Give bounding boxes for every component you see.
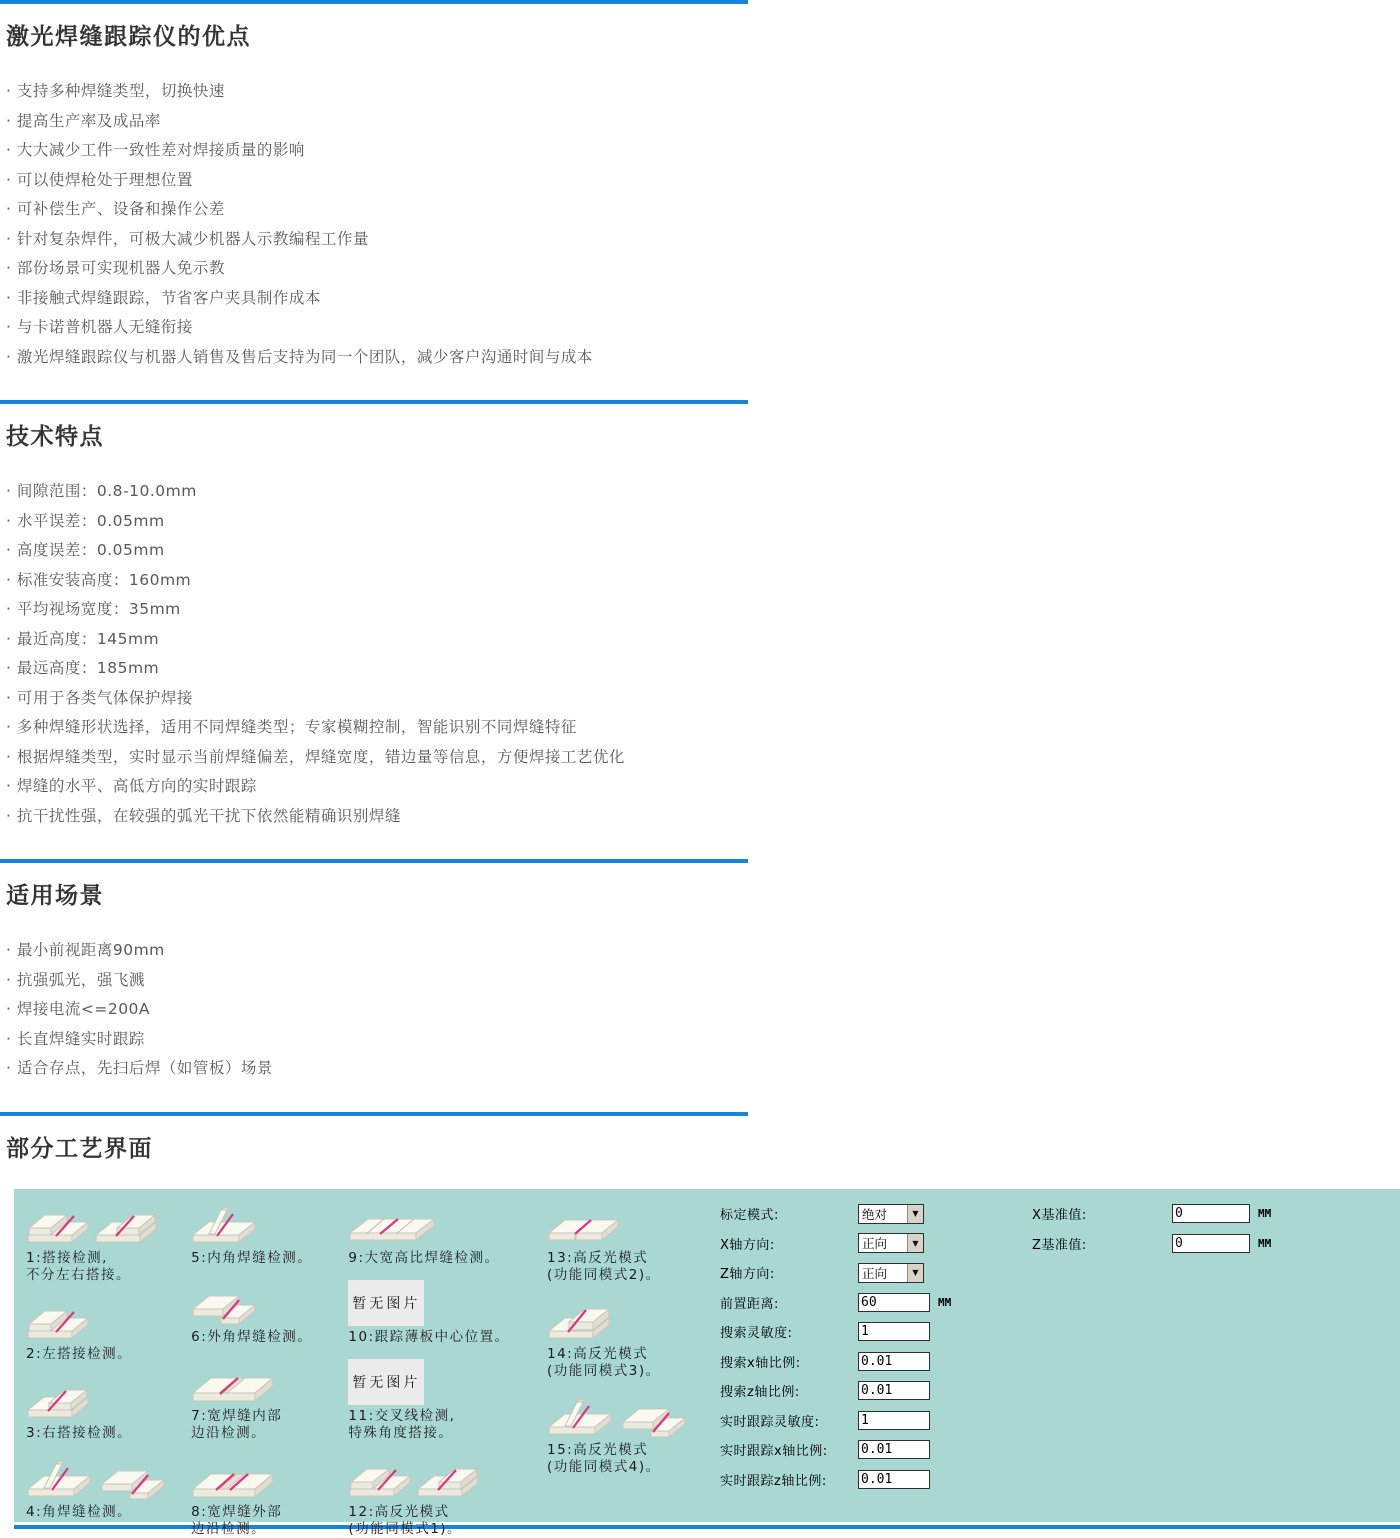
weld-mode-item	[348, 1278, 547, 1346]
z-axis-direction-select[interactable]	[858, 1263, 924, 1283]
section-divider	[0, 859, 748, 863]
weld-mode-label: 8:宽焊缝外部 边沿检测。	[191, 1503, 283, 1537]
section-scenarios	[0, 877, 1400, 1084]
no-image-placeholder	[348, 1357, 547, 1405]
weld-mode-label: 5:内角焊缝检测。	[191, 1249, 313, 1266]
x-reference-row	[1032, 1204, 1271, 1224]
section-title: 部分工艺界面	[6, 1135, 153, 1162]
feature-item: · 焊缝的水平、高低方向的实时跟踪	[6, 772, 1400, 802]
feature-item: · 长直焊缝实时跟踪	[6, 1025, 1400, 1055]
lead-distance-row	[720, 1292, 1032, 1312]
calibration-mode-label: 标定模式:	[720, 1208, 779, 1223]
fillet-pair-icon	[26, 1453, 191, 1501]
weld-mode-item	[547, 1391, 720, 1476]
no-image-placeholder: 暂无图片	[348, 1359, 424, 1405]
feature-item: · 根据焊缝类型，实时显示当前焊缝偏差，焊缝宽度，错边量等信息，方便焊接工艺优化	[6, 743, 1400, 773]
no-image-placeholder	[348, 1278, 547, 1326]
x-axis-direction-select[interactable]	[858, 1233, 924, 1253]
weld-mode-item	[191, 1453, 348, 1538]
realtime-z-ratio-label: 实时跟踪z轴比例:	[720, 1473, 827, 1489]
lap-pair-icon	[348, 1453, 547, 1501]
feature-item: · 可用于各类气体保护焊接	[6, 684, 1400, 714]
tee-joint-icon	[191, 1199, 348, 1247]
weld-mode-column	[191, 1199, 348, 1537]
realtime-x-ratio-row	[720, 1440, 1032, 1460]
feature-item: · 可补偿生产、设备和操作公差	[6, 195, 1400, 225]
feature-item: · 提高生产率及成品率	[6, 107, 1400, 137]
section-title: 激光焊缝跟踪仪的优点	[6, 24, 251, 50]
search-x-ratio-row	[720, 1351, 1032, 1371]
wide-ratio-seam-icon	[348, 1199, 547, 1247]
weld-mode-label: 15:高反光模式 (功能同模式4)。	[546, 1441, 661, 1475]
feature-item: · 针对复杂焊件，可极大减少机器人示教编程工作量	[6, 225, 1400, 255]
search-z-ratio-input[interactable]	[858, 1381, 930, 1400]
scenarios-list	[6, 936, 1400, 1084]
feature-item: · 适合存点，先扫后焊（如管板）场景	[6, 1054, 1400, 1084]
realtime-x-ratio-label: 实时跟踪x轴比例:	[720, 1444, 828, 1459]
feature-item: · 高度误差：0.05mm	[6, 536, 1400, 566]
chevron-down-icon[interactable]: ▼	[907, 1234, 923, 1252]
weld-mode-item	[26, 1199, 191, 1284]
feature-item: · 最远高度：185mm	[6, 654, 1400, 684]
process-ui-panel	[14, 1189, 1400, 1537]
weld-mode-item	[26, 1453, 191, 1521]
weld-mode-label: 12:高反光模式 (功能同模式1)。	[348, 1503, 463, 1537]
weld-mode-label: 6:外角焊缝检测。	[191, 1328, 313, 1345]
weld-mode-column	[26, 1199, 191, 1522]
lead-distance-input[interactable]	[858, 1293, 930, 1312]
calibration-mode-select[interactable]	[858, 1204, 924, 1224]
calibration-mode-row	[720, 1204, 1032, 1224]
unit-label: MM	[938, 1295, 952, 1309]
process-params-main	[720, 1204, 1032, 1522]
z-axis-direction-label: Z轴方向:	[720, 1267, 775, 1282]
lap-right-raised-icon	[547, 1295, 720, 1343]
feature-item: · 非接触式焊缝跟踪，节省客户夹具制作成本	[6, 284, 1400, 314]
process-params-reference	[1032, 1204, 1271, 1522]
chevron-down-icon[interactable]: ▼	[907, 1205, 923, 1223]
unit-label: MM	[1258, 1236, 1272, 1250]
weld-mode-item	[348, 1357, 547, 1442]
x-reference-label: X基准值:	[1032, 1208, 1087, 1223]
feature-item: · 平均视场宽度：35mm	[6, 595, 1400, 625]
section-process-ui	[0, 1130, 1400, 1163]
z-reference-row	[1032, 1233, 1271, 1253]
lap-left-icon	[26, 1295, 191, 1343]
z-reference-input[interactable]	[1172, 1234, 1250, 1253]
search-sensitivity-input[interactable]	[858, 1322, 930, 1341]
weld-mode-item	[547, 1199, 720, 1284]
feature-item: · 可以使焊枪处于理想位置	[6, 166, 1400, 196]
feature-item: · 激光焊缝跟踪仪与机器人销售及售后支持为同一个团队，减少客户沟通时间与成本	[6, 343, 1400, 373]
lap-pair-icon	[26, 1199, 191, 1247]
weld-mode-label: 1:搭接检测, 不分左右搭接。	[26, 1249, 131, 1283]
feature-item: · 多种焊缝形状选择，适用不同焊缝类型；专家模糊控制，智能识别不同焊缝特征	[6, 713, 1400, 743]
section-tech-features	[0, 418, 1400, 831]
section-divider	[0, 400, 748, 404]
weld-mode-label: 11:交叉线检测, 特殊角度搭接。	[348, 1407, 456, 1441]
weld-mode-label: 13:高反光模式 (功能同模式2)。	[546, 1249, 661, 1283]
weld-mode-item	[191, 1278, 348, 1346]
search-x-ratio-input[interactable]	[858, 1352, 930, 1371]
realtime-z-ratio-input[interactable]	[858, 1470, 930, 1489]
feature-item: · 与卡诺普机器人无缝衔接	[6, 313, 1400, 343]
tee-corner-pair-icon	[547, 1391, 720, 1439]
wide-seam-inner-icon	[191, 1357, 348, 1405]
weld-mode-label: 4:角焊缝检测。	[26, 1503, 133, 1520]
weld-mode-label: 9:大宽高比焊缝检测。	[348, 1249, 500, 1266]
weld-mode-item	[191, 1199, 348, 1267]
no-image-placeholder: 暂无图片	[348, 1280, 424, 1326]
feature-item: · 标准安装高度：160mm	[6, 566, 1400, 596]
feature-item: · 部份场景可实现机器人免示教	[6, 254, 1400, 284]
lap-right-icon	[26, 1374, 191, 1422]
feature-item: · 最小前视距离90mm	[6, 936, 1400, 966]
weld-mode-column	[547, 1199, 720, 1522]
feature-item: · 焊接电流<=200A	[6, 995, 1400, 1025]
feature-item: · 抗干扰性强，在较强的弧光干扰下依然能精确识别焊缝	[6, 802, 1400, 832]
x-axis-direction-label: X轴方向:	[720, 1237, 775, 1253]
feature-item: · 间隙范围：0.8-10.0mm	[6, 477, 1400, 507]
butt-seam-icon	[547, 1199, 720, 1247]
chevron-down-icon[interactable]: ▼	[907, 1264, 923, 1282]
weld-mode-item	[547, 1295, 720, 1380]
weld-mode-item	[348, 1453, 547, 1538]
search-sensitivity-label: 搜索灵敏度:	[720, 1326, 793, 1341]
weld-mode-label: 7:宽焊缝内部 边沿检测。	[191, 1407, 283, 1441]
z-reference-label: Z基准值:	[1032, 1237, 1087, 1253]
weld-mode-label: 10:跟踪薄板中心位置。	[348, 1328, 510, 1345]
search-sensitivity-row	[720, 1322, 1032, 1342]
realtime-sensitivity-row	[720, 1410, 1032, 1430]
weld-mode-label: 14:高反光模式 (功能同模式3)。	[546, 1345, 661, 1379]
weld-mode-item	[191, 1357, 348, 1442]
realtime-sensitivity-input[interactable]	[858, 1411, 930, 1430]
section-advantages	[0, 18, 1400, 372]
weld-mode-label: 2:左搭接检测。	[26, 1345, 133, 1362]
realtime-x-ratio-input[interactable]	[858, 1440, 930, 1459]
section-title: 适用场景	[6, 883, 104, 909]
x-axis-direction-row	[720, 1233, 1032, 1253]
feature-item: · 支持多种焊缝类型，切换快速	[6, 77, 1400, 107]
process-params	[720, 1189, 1400, 1522]
realtime-z-ratio-row	[720, 1469, 1032, 1489]
search-z-ratio-label: 搜索z轴比例:	[720, 1385, 800, 1400]
weld-modes	[14, 1189, 720, 1537]
section-title: 技术特点	[6, 424, 104, 450]
feature-item: · 大大减少工件一致性差对焊接质量的影响	[6, 136, 1400, 166]
lead-distance-label: 前置距离:	[720, 1296, 779, 1312]
tech-features-list	[6, 477, 1400, 831]
advantages-list	[6, 77, 1400, 372]
weld-mode-item	[26, 1295, 191, 1363]
section-divider	[0, 1112, 748, 1116]
x-reference-input[interactable]	[1172, 1204, 1250, 1223]
feature-item: · 抗强弧光，强飞溅	[6, 966, 1400, 996]
section-divider	[0, 0, 748, 4]
z-axis-direction-value: 正向	[862, 1265, 888, 1281]
unit-label: MM	[1258, 1207, 1272, 1220]
z-axis-direction-row	[720, 1263, 1032, 1283]
search-x-ratio-label: 搜索x轴比例:	[720, 1355, 801, 1371]
weld-mode-item	[26, 1374, 191, 1442]
x-axis-direction-value: 正向	[862, 1236, 888, 1251]
feature-item: · 最近高度：145mm	[6, 625, 1400, 655]
feature-item: · 水平误差：0.05mm	[6, 507, 1400, 537]
weld-mode-column	[348, 1199, 547, 1537]
calibration-mode-value: 绝对	[862, 1206, 888, 1222]
realtime-sensitivity-label: 实时跟踪灵敏度:	[720, 1414, 820, 1430]
outer-corner-icon	[191, 1278, 348, 1326]
search-z-ratio-row	[720, 1381, 1032, 1401]
weld-mode-label: 3:右搭接检测。	[26, 1424, 133, 1441]
wide-seam-outer-icon	[191, 1453, 348, 1501]
weld-mode-item	[348, 1199, 547, 1267]
